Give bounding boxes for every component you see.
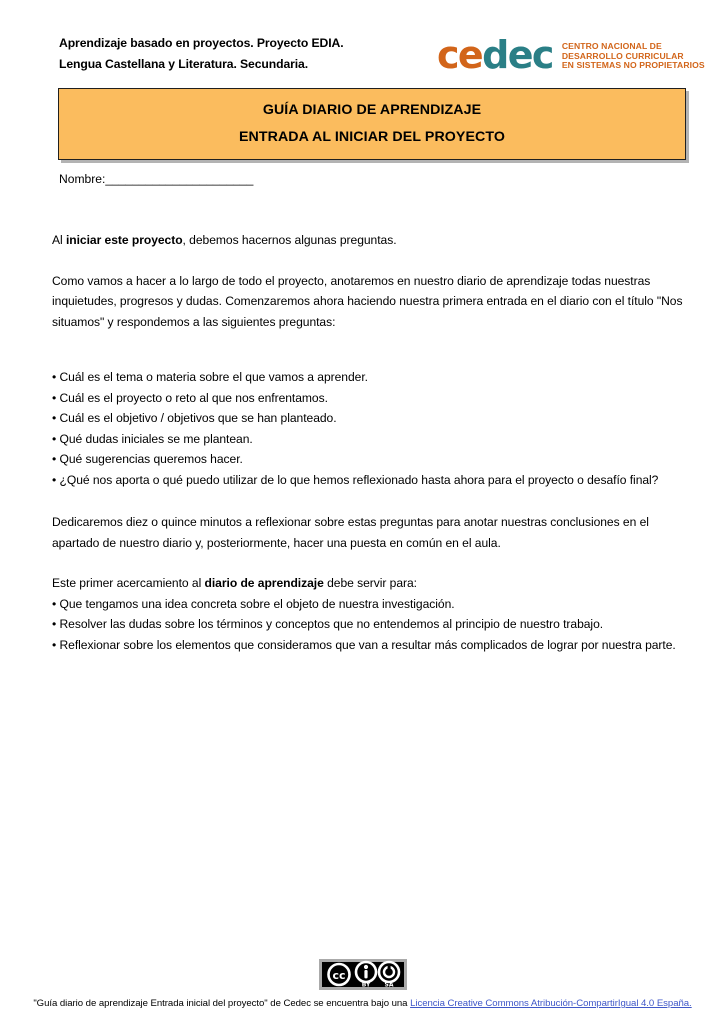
guide-title-line-1: GUÍA DIARIO DE APRENDIZAJE [262,102,482,118]
cedec-logo-dec: dec [482,33,553,77]
header-title-block [59,33,344,75]
document-footer [0,959,725,1010]
spacer-4 [52,553,687,573]
list-item: • ¿Qué nos aporta o qué puedo utilizar de lo que hemos reflexionado hasta ahora para el proyecto o desafío final? [52,472,659,487]
cedec-tagline-line-1: CENTRO NACIONAL DE [561,41,662,51]
list-item: • Qué dudas iniciales se me plantean. [52,431,253,446]
intro-suffix: , debemos hacernos algunas preguntas. [182,233,397,247]
header-line-project: Aprendizaje basado en proyectos. Proyecto EDIA. [59,36,344,50]
list-item: • Qué sugerencias queremos hacer. [52,452,243,466]
license-prefix-text: "Guía diario de aprendizaje Entrada inicial del proyecto" de Cedec se encuentra bajo una [33,998,411,1009]
cedec-logo-tagline [562,42,705,71]
reflection-paragraph: Dedicaremos diez o quince minutos a reflexionar sobre estas preguntas para anotar nuestras conclusiones en el apartado de nuestro diario y, posteriormente, hacer una puesta en común en el aula. [52,515,649,550]
intro-prefix: Al [52,233,66,247]
purposes-list [52,594,687,656]
license-statement [0,997,725,1010]
guide-title-line-2: ENTRADA AL INICIAR DEL PROYECTO [238,129,506,145]
spacer-1 [52,251,687,271]
name-field-blank[interactable]: ______________________ [105,172,254,186]
document-header [0,33,725,85]
intro-bold-phrase: iniciar este proyecto [65,233,183,247]
title-box-container [58,88,686,160]
closing-bold-phrase: diario de aprendizaje [204,576,324,590]
name-field-label: Nombre: [59,172,106,186]
svg-text:cc: cc [331,969,346,982]
closing-paragraph [52,573,687,594]
cedec-tagline-line-2: DESARROLLO CURRICULAR [561,50,684,61]
cedec-logo-wordmark [437,35,553,75]
list-item: • Reflexionar sobre los elementos que consideramos que van a resultar más complicados de lograr por nuestra parte. [52,637,676,652]
list-item: • Cuál es el proyecto o reto al que nos enfrentamos. [52,390,328,405]
cedec-logo [437,35,705,75]
list-item: • Cuál es el objetivo / objetivos que se han planteado. [52,411,337,425]
list-item: • Que tengamos una idea concreta sobre el objeto de nuestra investigación. [52,596,455,611]
creative-commons-badge-icon[interactable] [319,959,407,990]
intro-paragraph [52,230,687,251]
license-link[interactable]: Licencia Creative Commons Atribución-CompartirIgual 4.0 España. [410,998,692,1009]
name-field-row [59,170,253,188]
list-item: • Cuál es el tema o materia sobre el que vamos a aprender. [52,370,368,384]
closing-prefix: Este primer acercamiento al [52,576,205,590]
cedec-logo-ce: ce [437,33,483,77]
explanation-paragraph: Como vamos a hacer a lo largo de todo el proyecto, anotaremos en nuestro diario de aprendizaje todas nuestras inquietudes, progresos y dudas. Comenzaremos ahora haciendo nuestra primera entrada en el diario con el título "Nos situamos" y respondemos a las siguientes preguntas: [52,273,683,329]
svg-text:BY: BY [361,981,370,989]
questions-list [52,367,687,490]
cedec-tagline-line-3: EN SISTEMAS NO PROPIETARIOS [561,60,705,71]
svg-text:SA: SA [384,981,393,989]
spacer-2 [52,332,687,367]
header-line-subject: Lengua Castellana y Literatura. Secundaria. [59,57,309,71]
document-body [52,230,687,655]
closing-suffix: debe servir para: [323,576,417,590]
list-item: • Resolver las dudas sobre los términos y conceptos que no entendemos al principio de nuestro trabajo. [52,617,604,631]
spacer-3 [52,490,687,512]
guide-title-box [58,88,686,160]
